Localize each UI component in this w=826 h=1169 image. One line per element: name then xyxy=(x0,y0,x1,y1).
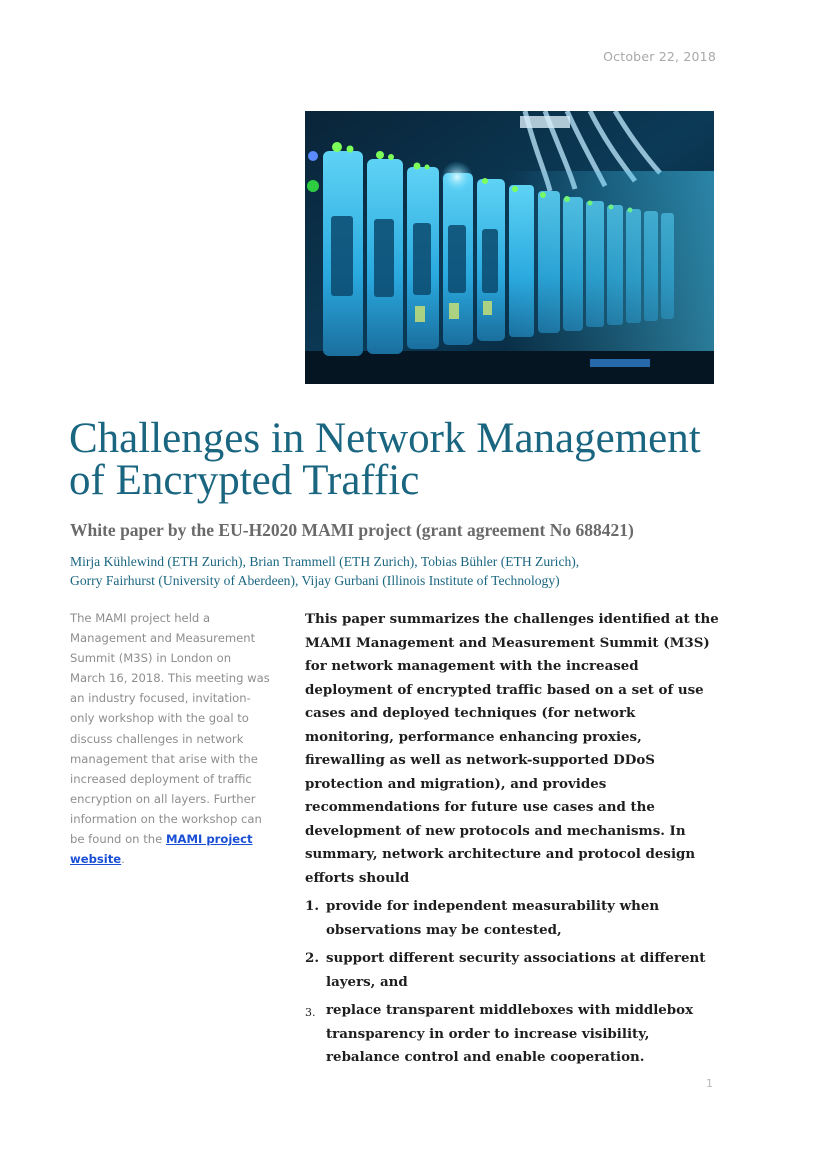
recommendations-list xyxy=(305,895,725,1070)
title-line-1: Challenges in Network Management xyxy=(69,415,701,462)
list-number: 1. xyxy=(305,898,319,914)
hero-image-server-rack xyxy=(305,111,714,384)
authors-line-2: Gorry Fairhurst (University of Aberdeen), Vijay Gurbani (Illinois Institute of Technology) xyxy=(70,573,560,588)
list-item xyxy=(305,895,725,942)
list-item-text: replace transparent middleboxes with middlebox transparency in order to increase visibility, rebalance control and enable cooperation. xyxy=(326,1002,694,1065)
sidebar-text: The MAMI project held a Management and Measurement Summit (M3S) in London on March 16, 2018. This meeting was an industry focused, invitation-only workshop with the goal to discuss challenges in network management that arise with the increased deployment of traffic encryption on all layers. Further information on the workshop can be found on the xyxy=(70,611,270,847)
mami-project-website-link[interactable]: MAMI project website xyxy=(70,832,253,867)
list-item xyxy=(305,947,725,994)
list-number: 2. xyxy=(305,950,319,966)
document-title xyxy=(69,415,769,504)
document-date: October 22, 2018 xyxy=(603,49,716,64)
sidebar-note xyxy=(70,608,270,869)
list-item-text: support different security associations at different layers, and xyxy=(326,950,706,990)
server-rack-illustration xyxy=(305,111,714,384)
list-number: 3. xyxy=(305,1006,316,1019)
title-line-2: of Encrypted Traffic xyxy=(69,457,420,504)
page-number: 1 xyxy=(706,1077,713,1090)
list-item xyxy=(305,999,725,1070)
authors-line-1: Mirja Kühlewind (ETH Zurich), Brian Trammell (ETH Zurich), Tobias Bühler (ETH Zurich), xyxy=(70,554,580,569)
abstract xyxy=(305,608,725,1075)
document-subtitle: White paper by the EU-H2020 MAMI project (grant agreement No 688421) xyxy=(70,520,634,540)
list-item-text: provide for independent measurability when observations may be contested, xyxy=(326,898,660,938)
author-list xyxy=(70,552,750,590)
sidebar-trailing-period: . xyxy=(121,852,125,867)
abstract-paragraph: This paper summarizes the challenges identified at the MAMI Management and Measurement Summit (M3S) for network management with the increased deployment of encrypted traffic based on a set of use cases and deployed techniques (for network monitoring, performance enhancing proxies, firewalling as well as network-supported DDoS protection and migration), and provides recommendations for future use cases and the development of new protocols and mechanisms. In summary, network architecture and protocol design efforts should xyxy=(305,611,719,886)
